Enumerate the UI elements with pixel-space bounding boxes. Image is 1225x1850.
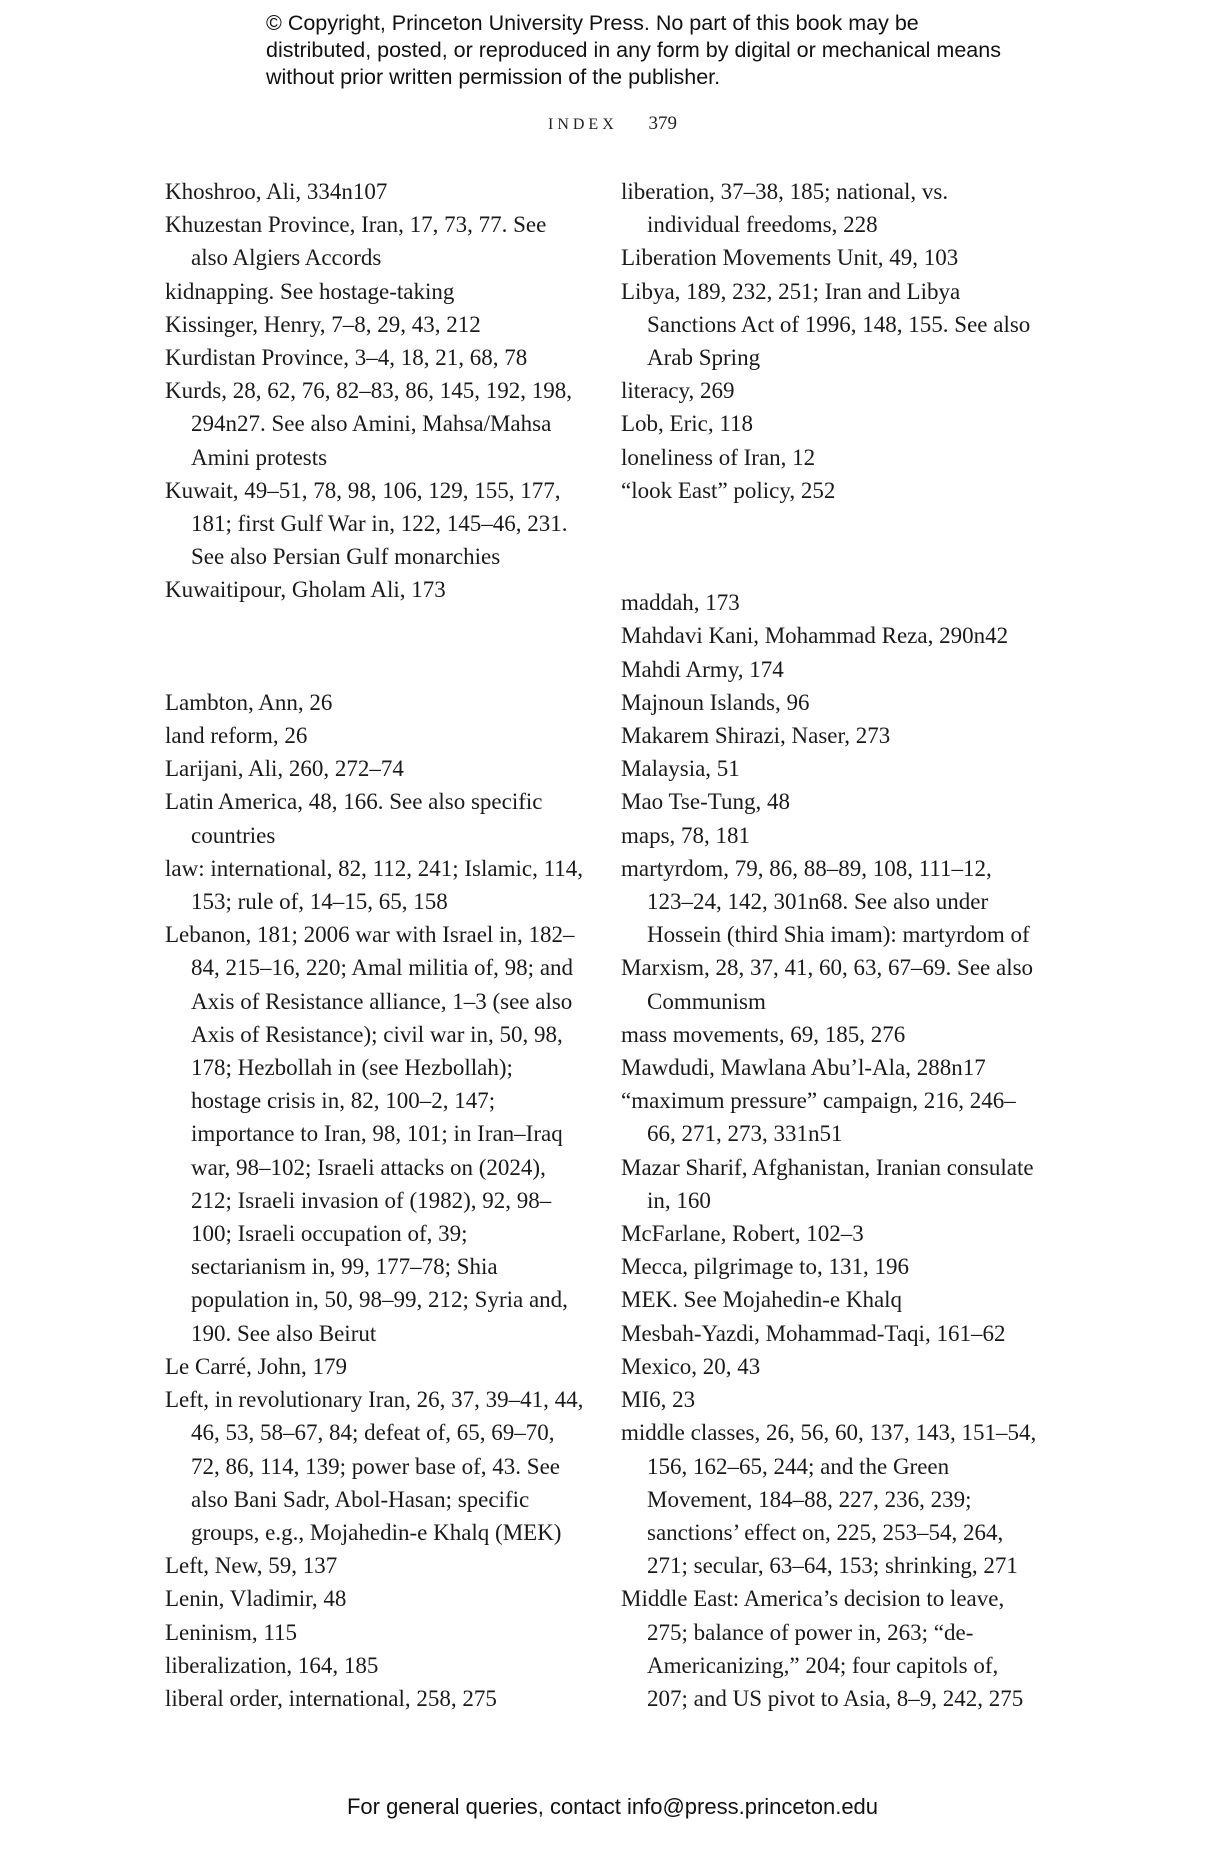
index-entry: Larijani, Ali, 260, 272–74 bbox=[165, 756, 404, 782]
index-entry: Mahdavi Kani, Mohammad Reza, 290n42 bbox=[621, 623, 1009, 649]
index-entry: McFarlane, Robert, 102–3 bbox=[621, 1221, 864, 1247]
index-entry: MEK. See Mojahedin-e Khalq bbox=[621, 1287, 903, 1313]
index-entry: “look East” policy, 252 bbox=[621, 477, 836, 503]
index-entry: literacy, 269 bbox=[621, 378, 735, 404]
index-entry: mass movements, 69, 185, 276 bbox=[621, 1021, 906, 1047]
index-entry: Lebanon, 181; 2006 war with Israel in, 182–84, 215–16, 220; Amal militia of, 98; and Axis of Resistance alliance, 1–3 (see also Axis of Resistance); civil war in, 50, 98, 178; Hezbollah in (see Hezbollah); hostage crisis in, 82, 100–2, 147; importance to Iran, 98, 101; in Iran–Iraq war, 98–102; Israeli attacks on (2024), 212; Israeli invasion of (1982), 92, 98–100; Israeli occupation of, 39; sectarianism in, 99, 177–78; Shia population in, 50, 98–99, 212; Syria and, 190. See also Beirut bbox=[165, 922, 575, 1346]
section-gap bbox=[621, 530, 1041, 563]
section-gap bbox=[165, 630, 585, 663]
index-entry: liberal order, international, 258, 275 bbox=[165, 1685, 497, 1711]
running-head-title: INDEX bbox=[547, 116, 618, 133]
index-entry: Kuwaitipour, Gholam Ali, 173 bbox=[165, 577, 446, 603]
index-entry: Latin America, 48, 166. See also specific countries bbox=[165, 789, 543, 848]
index-entry: liberation, 37–38, 185; national, vs. individual freedoms, 228 bbox=[621, 179, 949, 238]
index-entry: MI6, 23 bbox=[621, 1387, 696, 1413]
index-entry: law: international, 82, 112, 241; Islamic, 114, 153; rule of, 14–15, 65, 158 bbox=[165, 855, 583, 915]
index-entry: Lambton, Ann, 26 bbox=[165, 689, 333, 715]
index-entry: Kurdistan Province, 3–4, 18, 21, 68, 78 bbox=[165, 345, 528, 371]
index-entry: Makarem Shirazi, Naser, 273 bbox=[621, 723, 891, 749]
page-number: 379 bbox=[648, 113, 677, 134]
index-column-left bbox=[165, 175, 585, 1715]
index-entry: Marxism, 28, 37, 41, 60, 63, 67–69. See also Communism bbox=[621, 955, 1034, 1014]
index-entry: loneliness of Iran, 12 bbox=[621, 444, 816, 470]
index-entry: Liberation Movements Unit, 49, 103 bbox=[621, 245, 959, 271]
index-entry: Kurds, 28, 62, 76, 82–83, 86, 145, 192, 198, 294n27. See also Amini, Mahsa/Mahsa Amini protests bbox=[165, 378, 572, 470]
index-entry: Mao Tse-Tung, 48 bbox=[621, 789, 790, 815]
index-entry: land reform, 26 bbox=[165, 723, 308, 749]
index-entry: Middle East: America’s decision to leave, 275; balance of power in, 263; “de-Americanizing,” 204; four capitols of, 207; and US pivot to Asia, 8–9, 242, 275 bbox=[621, 1586, 1024, 1711]
footer-contact: For general queries, contact info@press.princeton.edu bbox=[346, 1794, 879, 1819]
index-entry: Mecca, pilgrimage to, 131, 196 bbox=[621, 1254, 910, 1280]
copyright-notice: © Copyright, Princeton University Press. No part of this book may be distributed, posted, or reproduced in any form by digital or mechanical means without prior written permission of the publisher. bbox=[266, 11, 1001, 89]
index-entry: Malaysia, 51 bbox=[621, 756, 740, 782]
index-entry: Mahdi Army, 174 bbox=[621, 656, 784, 682]
index-entry: Majnoun Islands, 96 bbox=[621, 689, 810, 715]
running-head bbox=[0, 113, 1225, 135]
index-column-right bbox=[621, 175, 1041, 1715]
index-entry: Left, New, 59, 137 bbox=[165, 1553, 338, 1579]
index-entry: Mesbah-Yazdi, Mohammad-Taqi, 161–62 bbox=[621, 1320, 1006, 1346]
index-entry: Mawdudi, Mawlana Abu’l-Ala, 288n17 bbox=[621, 1055, 986, 1081]
index-entry: Mazar Sharif, Afghanistan, Iranian consulate in, 160 bbox=[621, 1154, 1034, 1213]
index-entry: “maximum pressure” campaign, 216, 246–66, 271, 273, 331n51 bbox=[621, 1088, 1016, 1147]
index-entry: Kissinger, Henry, 7–8, 29, 43, 212 bbox=[165, 311, 481, 337]
index-entry: kidnapping. See hostage-taking bbox=[165, 278, 455, 304]
index-entry: Khoshroo, Ali, 334n107 bbox=[165, 179, 388, 204]
index-entry: Lob, Eric, 118 bbox=[621, 411, 754, 437]
index-entry: Lenin, Vladimir, 48 bbox=[165, 1586, 347, 1612]
index-entry: martyrdom, 79, 86, 88–89, 108, 111–12, 123–24, 142, 301n68. See also under Hossein (third Shia imam): martyrdom of bbox=[621, 855, 1030, 948]
index-entry: Libya, 189, 232, 251; Iran and Libya Sanctions Act of 1996, 148, 155. See also Arab Spring bbox=[621, 278, 1031, 371]
index-entry: Mexico, 20, 43 bbox=[621, 1353, 761, 1379]
index-entry: middle classes, 26, 56, 60, 137, 143, 151–54, 156, 162–65, 244; and the Green Movement, 184–88, 227, 236, 239; sanctions’ effect on, 225, 253–54, 264, 271; secular, 63–64, 153; shrinking, 271 bbox=[621, 1420, 1037, 1579]
index-entry: Left, in revolutionary Iran, 26, 37, 39–41, 44, 46, 53, 58–67, 84; defeat of, 65, 69–70, 72, 86, 114, 139; power base of, 43. See also Bani Sadr, Abol-Hasan; specific groups, e.g., Mojahedin-e Khalq (MEK) bbox=[165, 1387, 584, 1545]
index-entry: liberalization, 164, 185 bbox=[165, 1652, 379, 1678]
index-entry: Le Carré, John, 179 bbox=[165, 1353, 348, 1379]
index-entry: Khuzestan Province, Iran, 17, 73, 77. See also Algiers Accords bbox=[165, 212, 547, 271]
index-entry: Kuwait, 49–51, 78, 98, 106, 129, 155, 177, 181; first Gulf War in, 122, 145–46, 231. See also Persian Gulf monarchies bbox=[165, 477, 568, 570]
index-entry: maps, 78, 181 bbox=[621, 822, 751, 848]
index-entry: maddah, 173 bbox=[621, 590, 740, 616]
index-entry: Leninism, 115 bbox=[165, 1619, 298, 1645]
